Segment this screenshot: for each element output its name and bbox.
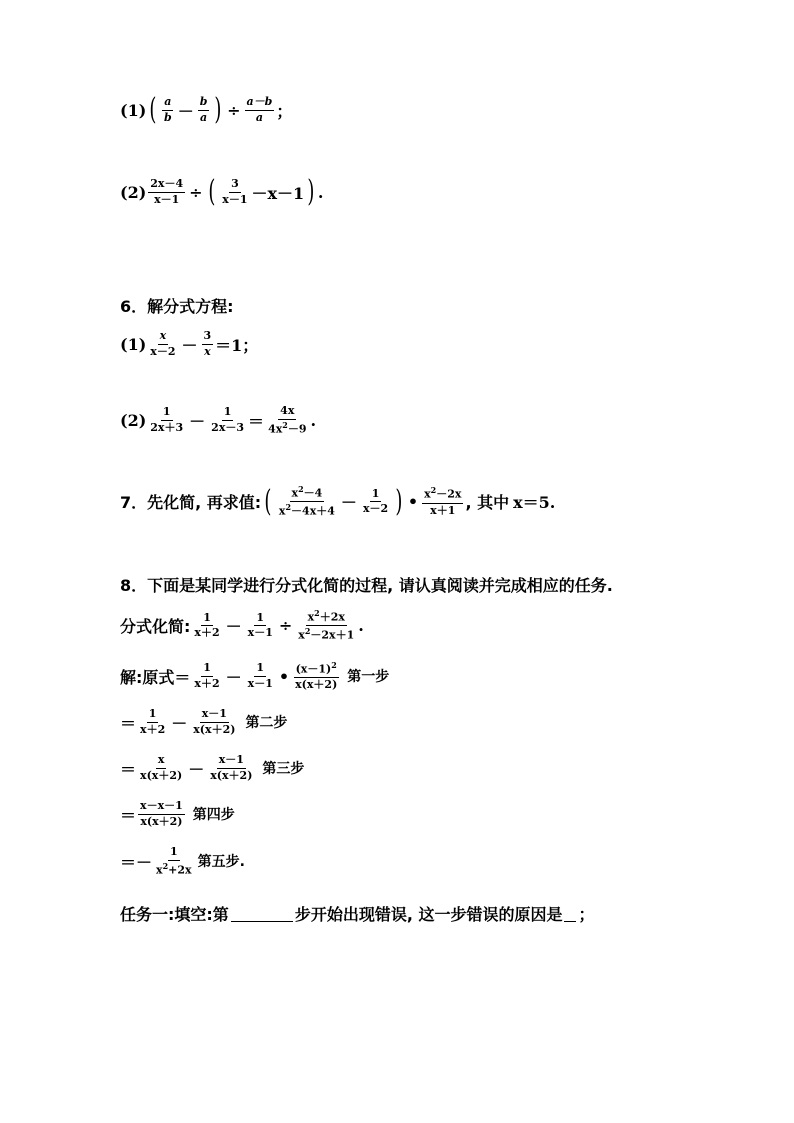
step-label: 第四步 bbox=[192, 807, 235, 824]
fraction: $\frac{3}{x}$ bbox=[203, 329, 212, 358]
minus-sign: － bbox=[189, 411, 206, 431]
fraction: $\frac{x-1}{x(x+2)}$ bbox=[210, 753, 253, 782]
equals-sign: ＝ bbox=[248, 411, 265, 431]
equals-sign: ＝ bbox=[120, 805, 137, 825]
right-paren: ) bbox=[214, 92, 222, 127]
fraction: $\frac{1}{x^2+2x}$ bbox=[156, 845, 192, 877]
fraction: $\frac{x}{x-2}$ bbox=[150, 329, 176, 358]
punctuation: . bbox=[317, 182, 324, 202]
fraction: $\frac{1}{x-2}$ bbox=[362, 486, 389, 516]
fraction: $\frac{4x}{4x^2-9}$ bbox=[268, 404, 307, 436]
fraction: $\frac{1}{2x-3}$ bbox=[211, 405, 245, 434]
solution-label: 解:原式＝ bbox=[120, 667, 191, 687]
fraction: $\frac{1}{2x+3}$ bbox=[150, 405, 184, 434]
q8-step3 bbox=[120, 754, 304, 782]
step-label: 第二步 bbox=[245, 715, 288, 732]
left-paren: ( bbox=[264, 483, 272, 519]
left-paren: ( bbox=[149, 92, 157, 127]
equals-sign: ＝－ bbox=[120, 852, 153, 872]
equals-sign: ＝ bbox=[120, 759, 137, 779]
punctuation: ； bbox=[578, 905, 595, 924]
q8-task1 bbox=[120, 902, 594, 925]
step-label: 第三步 bbox=[262, 761, 305, 778]
right-paren: ) bbox=[395, 483, 403, 519]
task-text: 步开始出现错误, 这一步错误的原因是 bbox=[294, 905, 563, 924]
minus-sign: － bbox=[181, 335, 198, 355]
q6-part2 bbox=[120, 405, 316, 436]
left-paren: ( bbox=[207, 174, 215, 209]
q8-step4 bbox=[120, 800, 235, 828]
fraction: $\frac{1}{x+2}$ bbox=[140, 707, 166, 736]
divide-sign: ÷ bbox=[278, 616, 293, 636]
fraction: $\frac{x^2-2x}{x+1}$ bbox=[424, 485, 462, 517]
divide-sign: ÷ bbox=[227, 100, 241, 120]
q5-part1 bbox=[120, 92, 293, 127]
fraction: $\frac{1}{x-1}$ bbox=[247, 661, 273, 690]
part-label: (2) bbox=[120, 182, 147, 202]
q5-part2 bbox=[120, 174, 324, 209]
minus-sign: － bbox=[177, 101, 194, 121]
q8-heading: 8．下面是某同学进行分式化简的过程, 请认真阅读并完成相应的任务. bbox=[120, 576, 613, 595]
minus-sign: － bbox=[225, 667, 242, 687]
q6-part1 bbox=[120, 330, 258, 358]
fraction: $\frac{1}{x-1}$ bbox=[247, 610, 273, 640]
q7-problem bbox=[120, 485, 555, 519]
right-paren: ) bbox=[307, 174, 315, 209]
equals-sign: ＝ bbox=[120, 713, 137, 733]
answer-blank-step[interactable] bbox=[231, 905, 293, 922]
step-label: 第五步. bbox=[197, 854, 245, 871]
part-label: (1) bbox=[120, 334, 147, 354]
punctuation: . bbox=[358, 616, 364, 636]
step-label: 第一步 bbox=[347, 669, 390, 686]
fraction: $\frac{1}{x+2}$ bbox=[194, 610, 220, 640]
task-text: 任务一:填空:第 bbox=[120, 905, 229, 924]
q8-step5 bbox=[120, 846, 245, 877]
q6-heading: 6．解分式方程: bbox=[120, 297, 234, 316]
minus-sign: － bbox=[340, 493, 357, 513]
part-label: (2) bbox=[120, 410, 147, 430]
equation-rhs: ＝1； bbox=[215, 335, 259, 355]
fraction: $\frac{(x-1)^2}{x(x+2)}$ bbox=[295, 660, 338, 692]
fraction: $\frac{x^2+2x}{x^2-2x+1}$ bbox=[298, 608, 355, 642]
expression-text: －x－1 bbox=[251, 183, 305, 203]
fraction: $\frac{x^2-4}{x^2-4x+4}$ bbox=[278, 484, 335, 518]
q8-expression bbox=[120, 609, 364, 643]
multiply-dot: • bbox=[278, 666, 290, 686]
q7-prefix: 7．先化简, 再求值: bbox=[120, 493, 262, 513]
q8-step2 bbox=[120, 708, 287, 736]
answer-blank-reason[interactable] bbox=[564, 905, 576, 922]
fraction: $\frac{a}{b}$ bbox=[164, 94, 172, 124]
fraction: $\frac{b}{a}$ bbox=[199, 94, 208, 124]
fraction: $\frac{x-1}{x(x+2)}$ bbox=[193, 707, 236, 736]
fraction: $\frac{1}{x+2}$ bbox=[194, 661, 220, 690]
minus-sign: － bbox=[188, 759, 205, 779]
q8-step1 bbox=[120, 661, 389, 692]
multiply-dot: • bbox=[407, 492, 419, 512]
fraction: $\frac{x}{x(x+2)}$ bbox=[140, 753, 183, 782]
punctuation: ； bbox=[276, 101, 293, 121]
fraction: $\frac{3}{x-1}$ bbox=[222, 176, 248, 206]
fraction: $\frac{2x-4}{x-1}$ bbox=[150, 176, 184, 206]
expression-label: 分式化简: bbox=[120, 617, 191, 637]
q7-condition: x＝5. bbox=[513, 493, 556, 513]
part-label: (1) bbox=[120, 100, 147, 120]
minus-sign: － bbox=[171, 713, 188, 733]
minus-sign: － bbox=[225, 617, 242, 637]
fraction: $\frac{x-x-1}{x(x+2)}$ bbox=[140, 799, 183, 828]
fraction: $\frac{a-b}{a}$ bbox=[246, 94, 273, 124]
q7-suffix: , 其中 bbox=[465, 493, 510, 513]
punctuation: . bbox=[310, 410, 317, 430]
divide-sign: ÷ bbox=[189, 182, 203, 202]
